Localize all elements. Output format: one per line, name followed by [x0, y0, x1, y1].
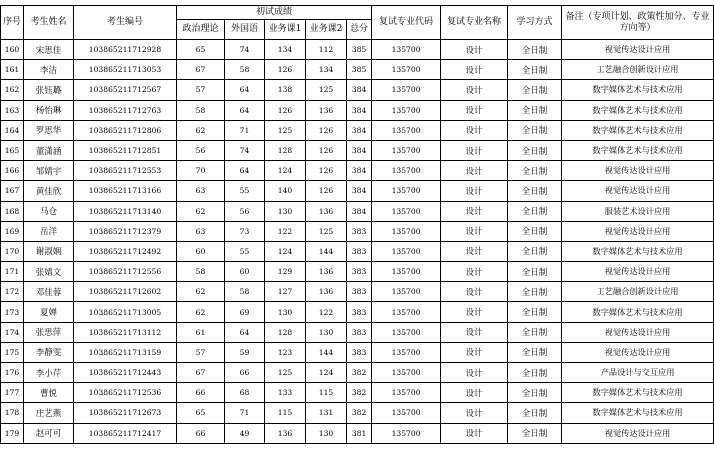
cell-major-code: 135700 — [372, 383, 441, 403]
header-major-code: 复试专业代码 — [372, 6, 441, 40]
cell-major-code: 135700 — [372, 60, 441, 80]
cell-id: 103865211713053 — [74, 60, 177, 80]
cell-name: 庄艺燕 — [24, 403, 74, 423]
cell-seq: 174 — [1, 322, 24, 342]
cell-total: 383 — [347, 262, 372, 282]
cell-seq: 169 — [1, 221, 24, 241]
cell-id: 103865211712763 — [74, 100, 177, 120]
header-remark: 备注（专项计划、政策性加分、专业方向等） — [562, 6, 714, 40]
cell-politics: 62 — [177, 201, 225, 221]
cell-course2: 131 — [306, 403, 347, 423]
cell-study-mode: 全日制 — [508, 181, 562, 201]
cell-course2: 112 — [306, 40, 347, 60]
cell-course2: 130 — [306, 322, 347, 342]
cell-major-code: 135700 — [372, 100, 441, 120]
cell-course1: 115 — [265, 403, 306, 423]
cell-foreign: 59 — [225, 342, 265, 362]
cell-remark: 视觉传达设计应用 — [562, 40, 714, 60]
cell-major-name: 设计 — [441, 363, 508, 383]
cell-major-code: 135700 — [372, 423, 441, 443]
cell-study-mode: 全日制 — [508, 60, 562, 80]
cell-major-code: 135700 — [372, 140, 441, 160]
cell-remark: 工艺融合创新设计应用 — [562, 282, 714, 302]
cell-id: 103865211712536 — [74, 383, 177, 403]
table-row — [1, 100, 714, 120]
cell-remark: 数字媒体艺术与技术应用 — [562, 140, 714, 160]
cell-major-code: 135700 — [372, 201, 441, 221]
cell-total: 384 — [347, 80, 372, 100]
cell-course2: 136 — [306, 100, 347, 120]
cell-study-mode: 全日制 — [508, 241, 562, 261]
cell-name: 李小芹 — [24, 363, 74, 383]
cell-politics: 62 — [177, 120, 225, 140]
cell-name: 宋思佳 — [24, 40, 74, 60]
cell-seq: 177 — [1, 383, 24, 403]
cell-course1: 130 — [265, 302, 306, 322]
cell-remark: 视觉传达设计应用 — [562, 161, 714, 181]
cell-foreign: 73 — [225, 221, 265, 241]
cell-major-name: 设计 — [441, 241, 508, 261]
cell-remark: 数字媒体艺术与技术应用 — [562, 403, 714, 423]
table-row — [1, 282, 714, 302]
header-id: 考生编号 — [74, 6, 177, 40]
cell-course1: 126 — [265, 60, 306, 80]
cell-total: 384 — [347, 201, 372, 221]
cell-course2: 130 — [306, 423, 347, 443]
cell-id: 103865211712417 — [74, 423, 177, 443]
cell-major-name: 设计 — [441, 282, 508, 302]
cell-study-mode: 全日制 — [508, 342, 562, 362]
cell-major-code: 135700 — [372, 161, 441, 181]
table-header — [1, 6, 714, 40]
cell-course1: 128 — [265, 140, 306, 160]
cell-course1: 128 — [265, 322, 306, 342]
cell-major-name: 设计 — [441, 40, 508, 60]
cell-remark: 数字媒体艺术与技术应用 — [562, 241, 714, 261]
table-body — [1, 40, 714, 444]
cell-remark: 视觉传达设计应用 — [562, 181, 714, 201]
cell-name: 马仓 — [24, 201, 74, 221]
cell-major-code: 135700 — [372, 241, 441, 261]
cell-total: 385 — [347, 60, 372, 80]
cell-major-name: 设计 — [441, 60, 508, 80]
table-row — [1, 383, 714, 403]
cell-id: 103865211712602 — [74, 282, 177, 302]
cell-study-mode: 全日制 — [508, 100, 562, 120]
cell-name: 张婧文 — [24, 262, 74, 282]
cell-foreign: 55 — [225, 181, 265, 201]
cell-course2: 126 — [306, 140, 347, 160]
cell-major-code: 135700 — [372, 322, 441, 342]
cell-study-mode: 全日制 — [508, 363, 562, 383]
cell-name: 岳洋 — [24, 221, 74, 241]
cell-politics: 57 — [177, 342, 225, 362]
cell-major-code: 135700 — [372, 302, 441, 322]
cell-name: 杨怡琳 — [24, 100, 74, 120]
cell-course2: 136 — [306, 282, 347, 302]
cell-total: 382 — [347, 403, 372, 423]
cell-major-name: 设计 — [441, 201, 508, 221]
cell-study-mode: 全日制 — [508, 80, 562, 100]
cell-foreign: 64 — [225, 100, 265, 120]
cell-course1: 125 — [265, 120, 306, 140]
cell-remark: 数字媒体艺术与技术应用 — [562, 383, 714, 403]
cell-name: 李静雯 — [24, 342, 74, 362]
cell-seq: 176 — [1, 363, 24, 383]
cell-major-name: 设计 — [441, 181, 508, 201]
cell-major-name: 设计 — [441, 342, 508, 362]
cell-remark: 视觉传达设计应用 — [562, 221, 714, 241]
cell-name: 李洁 — [24, 60, 74, 80]
cell-id: 103865211712928 — [74, 40, 177, 60]
table-row — [1, 80, 714, 100]
cell-course1: 130 — [265, 201, 306, 221]
cell-remark: 视觉传达设计应用 — [562, 262, 714, 282]
cell-course1: 140 — [265, 181, 306, 201]
cell-name: 罗思华 — [24, 120, 74, 140]
cell-major-name: 设计 — [441, 383, 508, 403]
cell-major-name: 设计 — [441, 322, 508, 342]
cell-seq: 164 — [1, 120, 24, 140]
cell-politics: 66 — [177, 383, 225, 403]
cell-course2: 126 — [306, 181, 347, 201]
cell-course1: 133 — [265, 383, 306, 403]
cell-seq: 179 — [1, 423, 24, 443]
cell-major-code: 135700 — [372, 342, 441, 362]
cell-total: 383 — [347, 241, 372, 261]
cell-total: 382 — [347, 383, 372, 403]
table-row — [1, 201, 714, 221]
cell-course2: 136 — [306, 262, 347, 282]
cell-course2: 122 — [306, 302, 347, 322]
cell-politics: 66 — [177, 423, 225, 443]
cell-study-mode: 全日制 — [508, 322, 562, 342]
cell-id: 103865211713112 — [74, 322, 177, 342]
cell-politics: 65 — [177, 40, 225, 60]
cell-seq: 171 — [1, 262, 24, 282]
cell-foreign: 64 — [225, 161, 265, 181]
cell-course2: 136 — [306, 201, 347, 221]
cell-seq: 170 — [1, 241, 24, 261]
table-row — [1, 161, 714, 181]
cell-major-name: 设计 — [441, 100, 508, 120]
header-course1: 业务课1 — [265, 20, 306, 40]
cell-id: 103865211712443 — [74, 363, 177, 383]
cell-course1: 122 — [265, 221, 306, 241]
cell-id: 103865211712492 — [74, 241, 177, 261]
cell-remark: 视觉传达设计应用 — [562, 342, 714, 362]
cell-course2: 134 — [306, 60, 347, 80]
cell-remark: 视觉传达设计应用 — [562, 423, 714, 443]
cell-total: 383 — [347, 302, 372, 322]
table-row — [1, 302, 714, 322]
cell-total: 384 — [347, 100, 372, 120]
cell-name: 黄佳欣 — [24, 181, 74, 201]
cell-course1: 134 — [265, 40, 306, 60]
cell-total: 382 — [347, 363, 372, 383]
cell-total: 384 — [347, 120, 372, 140]
cell-remark: 数字媒体艺术与技术应用 — [562, 80, 714, 100]
cell-major-code: 135700 — [372, 80, 441, 100]
table-row — [1, 120, 714, 140]
admission-table — [0, 5, 714, 444]
cell-foreign: 58 — [225, 60, 265, 80]
cell-remark: 数字媒体艺术与技术应用 — [562, 302, 714, 322]
cell-major-name: 设计 — [441, 262, 508, 282]
cell-name: 谢淑娴 — [24, 241, 74, 261]
table-row — [1, 262, 714, 282]
header-initial-scores: 初试成绩 — [177, 6, 372, 20]
cell-remark: 产品设计与交互应用 — [562, 363, 714, 383]
cell-major-name: 设计 — [441, 161, 508, 181]
cell-course1: 138 — [265, 80, 306, 100]
cell-course2: 115 — [306, 383, 347, 403]
table-row — [1, 140, 714, 160]
cell-course2: 126 — [306, 120, 347, 140]
cell-total: 381 — [347, 423, 372, 443]
cell-id: 103865211712379 — [74, 221, 177, 241]
cell-remark: 数字媒体艺术与技术应用 — [562, 120, 714, 140]
cell-seq: 166 — [1, 161, 24, 181]
table-row — [1, 322, 714, 342]
cell-id: 103865211713005 — [74, 302, 177, 322]
cell-politics: 65 — [177, 403, 225, 423]
cell-name: 董潇涵 — [24, 140, 74, 160]
cell-major-code: 135700 — [372, 363, 441, 383]
cell-major-name: 设计 — [441, 120, 508, 140]
cell-foreign: 49 — [225, 423, 265, 443]
cell-major-name: 设计 — [441, 403, 508, 423]
cell-politics: 63 — [177, 221, 225, 241]
cell-seq: 175 — [1, 342, 24, 362]
cell-name: 邹婧宇 — [24, 161, 74, 181]
cell-seq: 165 — [1, 140, 24, 160]
header-course2: 业务课2 — [306, 20, 347, 40]
table-row — [1, 403, 714, 423]
cell-study-mode: 全日制 — [508, 161, 562, 181]
cell-seq: 161 — [1, 60, 24, 80]
table-row — [1, 241, 714, 261]
cell-total: 384 — [347, 140, 372, 160]
cell-name: 张钰璐 — [24, 80, 74, 100]
cell-foreign: 71 — [225, 403, 265, 423]
cell-foreign: 55 — [225, 241, 265, 261]
cell-seq: 162 — [1, 80, 24, 100]
cell-major-name: 设计 — [441, 140, 508, 160]
cell-remark: 工艺融合创新设计应用 — [562, 60, 714, 80]
cell-course1: 124 — [265, 161, 306, 181]
cell-foreign: 58 — [225, 282, 265, 302]
cell-total: 385 — [347, 40, 372, 60]
cell-course1: 127 — [265, 282, 306, 302]
cell-seq: 168 — [1, 201, 24, 221]
table-row — [1, 60, 714, 80]
cell-politics: 63 — [177, 181, 225, 201]
cell-study-mode: 全日制 — [508, 423, 562, 443]
cell-remark: 视觉传达设计应用 — [562, 322, 714, 342]
cell-major-name: 设计 — [441, 80, 508, 100]
header-politics: 政治理论 — [177, 20, 225, 40]
cell-id: 103865211713166 — [74, 181, 177, 201]
table-row — [1, 363, 714, 383]
cell-total: 383 — [347, 282, 372, 302]
cell-politics: 62 — [177, 282, 225, 302]
cell-major-name: 设计 — [441, 221, 508, 241]
cell-politics: 56 — [177, 140, 225, 160]
table-row — [1, 221, 714, 241]
cell-course1: 123 — [265, 342, 306, 362]
cell-politics: 58 — [177, 262, 225, 282]
cell-course1: 126 — [265, 100, 306, 120]
cell-total: 384 — [347, 181, 372, 201]
cell-study-mode: 全日制 — [508, 282, 562, 302]
cell-course1: 136 — [265, 423, 306, 443]
cell-study-mode: 全日制 — [508, 403, 562, 423]
cell-course2: 125 — [306, 221, 347, 241]
cell-course1: 124 — [265, 241, 306, 261]
cell-study-mode: 全日制 — [508, 120, 562, 140]
cell-foreign: 74 — [225, 140, 265, 160]
cell-study-mode: 全日制 — [508, 262, 562, 282]
cell-foreign: 60 — [225, 262, 265, 282]
cell-id: 103865211713140 — [74, 201, 177, 221]
cell-foreign: 64 — [225, 322, 265, 342]
cell-politics: 60 — [177, 241, 225, 261]
cell-course2: 144 — [306, 342, 347, 362]
cell-total: 384 — [347, 161, 372, 181]
cell-seq: 163 — [1, 100, 24, 120]
header-seq: 序号 — [1, 6, 24, 40]
cell-name: 赵可可 — [24, 423, 74, 443]
cell-foreign: 68 — [225, 383, 265, 403]
header-name: 考生姓名 — [24, 6, 74, 40]
cell-id: 103865211712556 — [74, 262, 177, 282]
header-study-mode: 学习方式 — [508, 6, 562, 40]
cell-seq: 160 — [1, 40, 24, 60]
cell-politics: 70 — [177, 161, 225, 181]
header-total: 总分 — [347, 20, 372, 40]
cell-major-code: 135700 — [372, 403, 441, 423]
cell-foreign: 74 — [225, 40, 265, 60]
cell-name: 邓佳蓉 — [24, 282, 74, 302]
cell-name: 夏婵 — [24, 302, 74, 322]
cell-name: 曹悦 — [24, 383, 74, 403]
cell-foreign: 69 — [225, 302, 265, 322]
cell-foreign: 56 — [225, 201, 265, 221]
cell-major-name: 设计 — [441, 423, 508, 443]
cell-major-code: 135700 — [372, 120, 441, 140]
cell-remark: 服装艺术设计应用 — [562, 201, 714, 221]
cell-study-mode: 全日制 — [508, 383, 562, 403]
table-row — [1, 423, 714, 443]
cell-study-mode: 全日制 — [508, 221, 562, 241]
cell-politics: 58 — [177, 100, 225, 120]
cell-politics: 57 — [177, 80, 225, 100]
cell-study-mode: 全日制 — [508, 201, 562, 221]
cell-course1: 129 — [265, 262, 306, 282]
cell-politics: 61 — [177, 322, 225, 342]
table-row — [1, 181, 714, 201]
cell-id: 103865211712851 — [74, 140, 177, 160]
cell-seq: 172 — [1, 282, 24, 302]
cell-major-code: 135700 — [372, 40, 441, 60]
header-major-name: 复试专业名称 — [441, 6, 508, 40]
cell-course1: 125 — [265, 363, 306, 383]
cell-id: 103865211712553 — [74, 161, 177, 181]
cell-major-code: 135700 — [372, 262, 441, 282]
cell-id: 103865211712673 — [74, 403, 177, 423]
cell-name: 张思萍 — [24, 322, 74, 342]
cell-study-mode: 全日制 — [508, 140, 562, 160]
cell-major-name: 设计 — [441, 302, 508, 322]
cell-major-code: 135700 — [372, 221, 441, 241]
cell-course2: 124 — [306, 363, 347, 383]
table-row — [1, 40, 714, 60]
cell-politics: 62 — [177, 302, 225, 322]
cell-id: 103865211713159 — [74, 342, 177, 362]
cell-foreign: 71 — [225, 120, 265, 140]
cell-course2: 144 — [306, 241, 347, 261]
cell-seq: 178 — [1, 403, 24, 423]
cell-seq: 173 — [1, 302, 24, 322]
cell-politics: 67 — [177, 60, 225, 80]
cell-foreign: 66 — [225, 363, 265, 383]
cell-course2: 126 — [306, 161, 347, 181]
cell-id: 103865211712806 — [74, 120, 177, 140]
cell-remark: 数字媒体艺术与技术应用 — [562, 100, 714, 120]
cell-major-code: 135700 — [372, 282, 441, 302]
cell-total: 383 — [347, 342, 372, 362]
cell-total: 383 — [347, 221, 372, 241]
cell-foreign: 64 — [225, 80, 265, 100]
cell-study-mode: 全日制 — [508, 302, 562, 322]
cell-total: 383 — [347, 322, 372, 342]
table-row — [1, 342, 714, 362]
cell-politics: 67 — [177, 363, 225, 383]
cell-seq: 167 — [1, 181, 24, 201]
cell-course2: 125 — [306, 80, 347, 100]
header-foreign: 外国语 — [225, 20, 265, 40]
cell-study-mode: 全日制 — [508, 40, 562, 60]
cell-major-code: 135700 — [372, 181, 441, 201]
cell-id: 103865211712567 — [74, 80, 177, 100]
